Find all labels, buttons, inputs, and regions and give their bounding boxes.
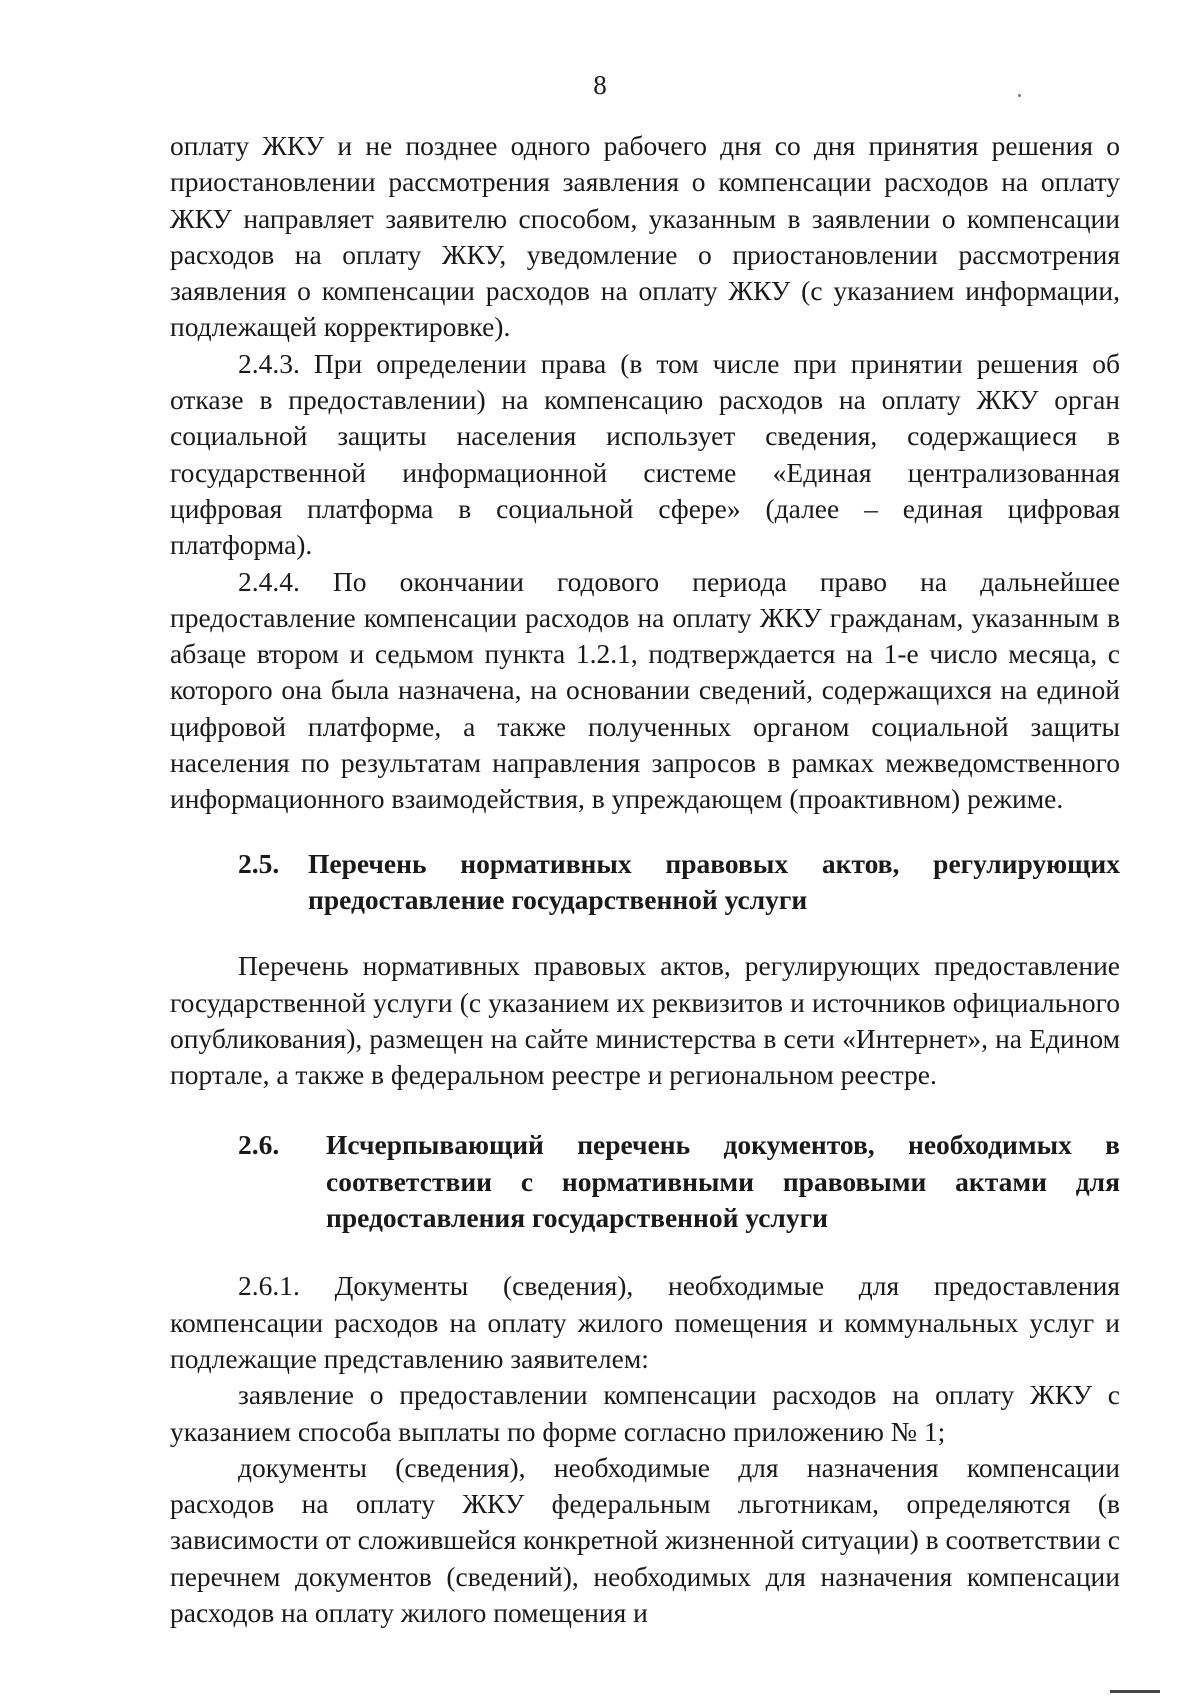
- paragraph-continuation: оплату ЖКУ и не позднее одного рабочего дня со дня принятия решения о приостановлении рассмотрения заявления о компенсации расходов на оплату ЖКУ направляет заявителю способом, указанным в заявлении о компенсации расходов на оплату ЖКУ, уведомление о приостановлении рассмотрения заявления о компенсации расходов на оплату ЖКУ (с указанием информации, подлежащей корректировке).: [170, 130, 1120, 343]
- paragraph-2-4-3: 2.4.3. При определении права (в том числе при принятии решения об отказе в предоставлении) на компенсацию расходов на оплату ЖКУ орган социальной защиты населения использует сведения, содержащиеся в государственной информационной системе «Единая централизованная цифровая платформа в социальной сфере» (далее – единая цифровая платформа).: [170, 347, 1120, 561]
- section-heading-2-5: [238, 846, 1120, 919]
- paragraph-documents: документы (сведения), необходимые для назначения компенсации расходов на оплату ЖКУ федеральным льготникам, определяются (в зависимости от сложившейся конкретной жизненной ситуации) в соответствии с перечнем документов (сведений), необходимых для назначения компенсации расходов на оплату жилого помещения и: [170, 1451, 1120, 1628]
- section-number: 2.5.: [238, 847, 280, 879]
- section-title: Перечень нормативных правовых актов, регулирующих предоставление государственной услуги: [308, 847, 1120, 915]
- section-number: 2.6.: [238, 1129, 280, 1161]
- paragraph-2-6-1: 2.6.1. Документы (сведения), необходимые для предоставления компенсации расходов на оплату жилого помещения и коммунальных услуг и подлежащие представлению заявителем:: [170, 1270, 1120, 1374]
- section-heading-2-6: [238, 1127, 1120, 1236]
- paragraph-2-4-4: 2.4.4. По окончании годового периода право на дальнейшее предоставление компенсации расходов на оплату ЖКУ гражданам, указанным в абзаце втором и седьмом пункта 1.2.1, подтверждается на 1-е число месяца, с которого она была назначена, на основании сведений, содержащихся на единой цифровой платформе, а также полученных органом социальной защиты населения по результатам направления запросов в рамках межведомственного информационного взаимодействия, в упреждающем (проактивном) режиме.: [170, 565, 1120, 815]
- scan-artifact: [1018, 94, 1021, 97]
- paragraph-application: заявление о предоставлении компенсации расходов на оплату ЖКУ с указанием способа выплаты по форме согласно приложению № 1;: [170, 1379, 1120, 1447]
- scan-artifact: [1110, 1690, 1160, 1693]
- section-title: Исчерпывающий перечень документов, необходимых в соответствии с нормативными правовыми актами для предоставления государственной услуги: [326, 1129, 1120, 1234]
- document-body: [170, 128, 1120, 1631]
- paragraph-2-5-text: Перечень нормативных правовых актов, регулирующих предоставление государственной услуги (с указанием их реквизитов и источников официального опубликования), размещен на сайте министерства в сети «Интернет», на Едином портале, а также в федеральном реестре и региональном реестре.: [170, 950, 1120, 1091]
- page-number: 8: [593, 70, 607, 100]
